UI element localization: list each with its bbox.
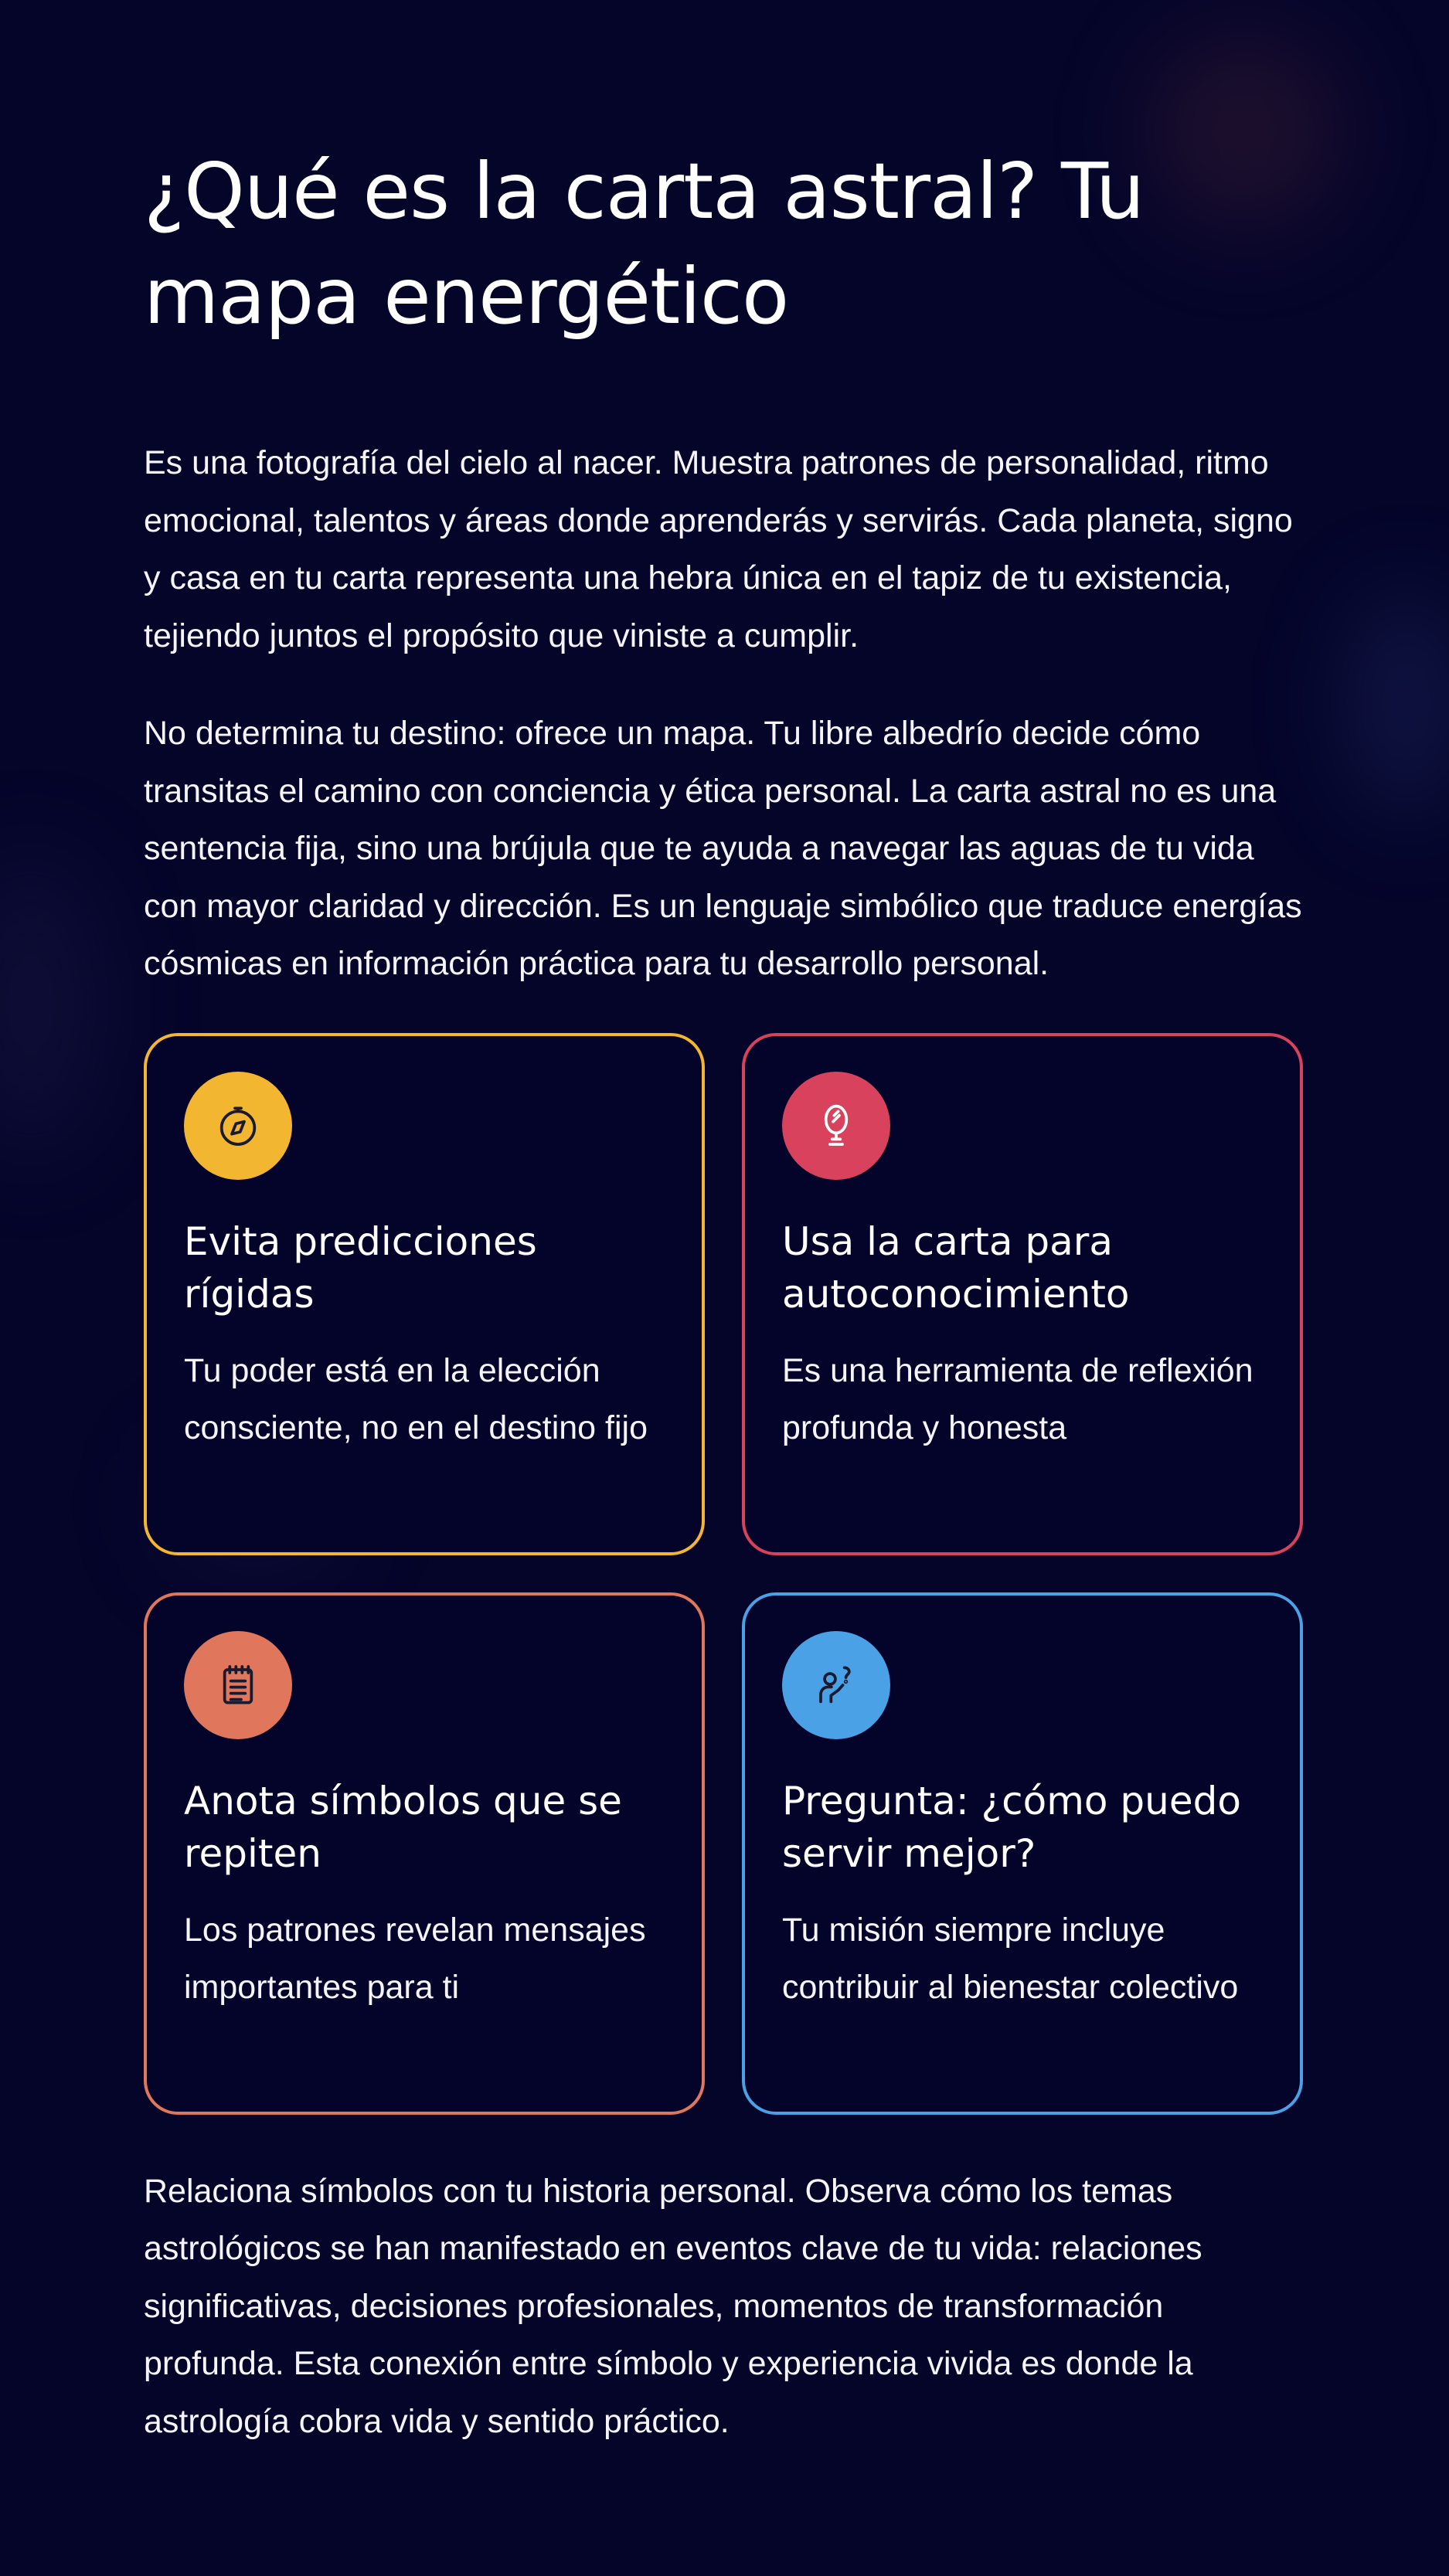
closing-paragraph: Relaciona símbolos con tu historia personal. Observa cómo los temas astrológicos se han manifestado en eventos clave de tu vida: relaciones significativas, decisiones profesionales, momentos de transformación profunda. Esta conexión entre símbolo y experiencia vivida es donde la astrología cobra vida y sentido práctico. [144, 2172, 1202, 2440]
card-title: Usa la carta para autoconocimiento [782, 1218, 1130, 1317]
card-description: Tu poder está en la elección consciente, no en el destino fijo [184, 1351, 648, 1446]
card-title: Evita predicciones rígidas [184, 1218, 537, 1317]
background-glow [0, 850, 108, 1159]
card-title: Anota símbolos que se repiten [184, 1778, 622, 1876]
icon-badge [782, 1631, 890, 1739]
tip-card-symbols [144, 1592, 705, 2115]
compass-icon [213, 1101, 263, 1150]
card-description: Tu misión siempre incluye contribuir al bienestar colectivo [782, 1911, 1239, 2006]
tips-grid [144, 1033, 1303, 2115]
icon-badge [782, 1072, 890, 1180]
page-title: ¿Qué es la carta astral? Tu mapa energético [144, 146, 1145, 342]
tip-card-predictions [144, 1033, 705, 1555]
main-content [144, 139, 1303, 2490]
icon-badge [184, 1072, 292, 1180]
card-title: Pregunta: ¿cómo puedo servir mejor? [782, 1778, 1241, 1876]
tip-card-self-knowledge [742, 1033, 1303, 1555]
destiny-paragraph: No determina tu destino: ofrece un mapa. Tu libre albedrío decide cómo transitas el camino con conciencia y ética personal. La carta astral no es una sentencia fija, sino una brújula que te ayuda a navegar las aguas de tu vida con mayor claridad y dirección. Es un lenguaje simbólico que traduce energías cósmicas en información práctica para tu desarrollo personal. [144, 715, 1302, 982]
intro-paragraph: Es una fotografía del cielo al nacer. Muestra patrones de personalidad, ritmo emocional, talentos y áreas donde aprenderás y servirás. Cada planeta, signo y casa en tu carta representa una hebra única en el tapiz de tu existencia, tejiendo juntos el propósito que viniste a cumplir. [144, 444, 1293, 654]
person-question-icon [811, 1660, 861, 1710]
tip-card-service [742, 1592, 1303, 2115]
notepad-icon [213, 1660, 263, 1710]
background-glow [1345, 587, 1449, 819]
card-description: Es una herramienta de reflexión profunda y honesta [782, 1351, 1253, 1446]
mirror-icon [811, 1101, 861, 1150]
icon-badge [184, 1631, 292, 1739]
card-description: Los patrones revelan mensajes importantes para ti [184, 1911, 646, 2006]
